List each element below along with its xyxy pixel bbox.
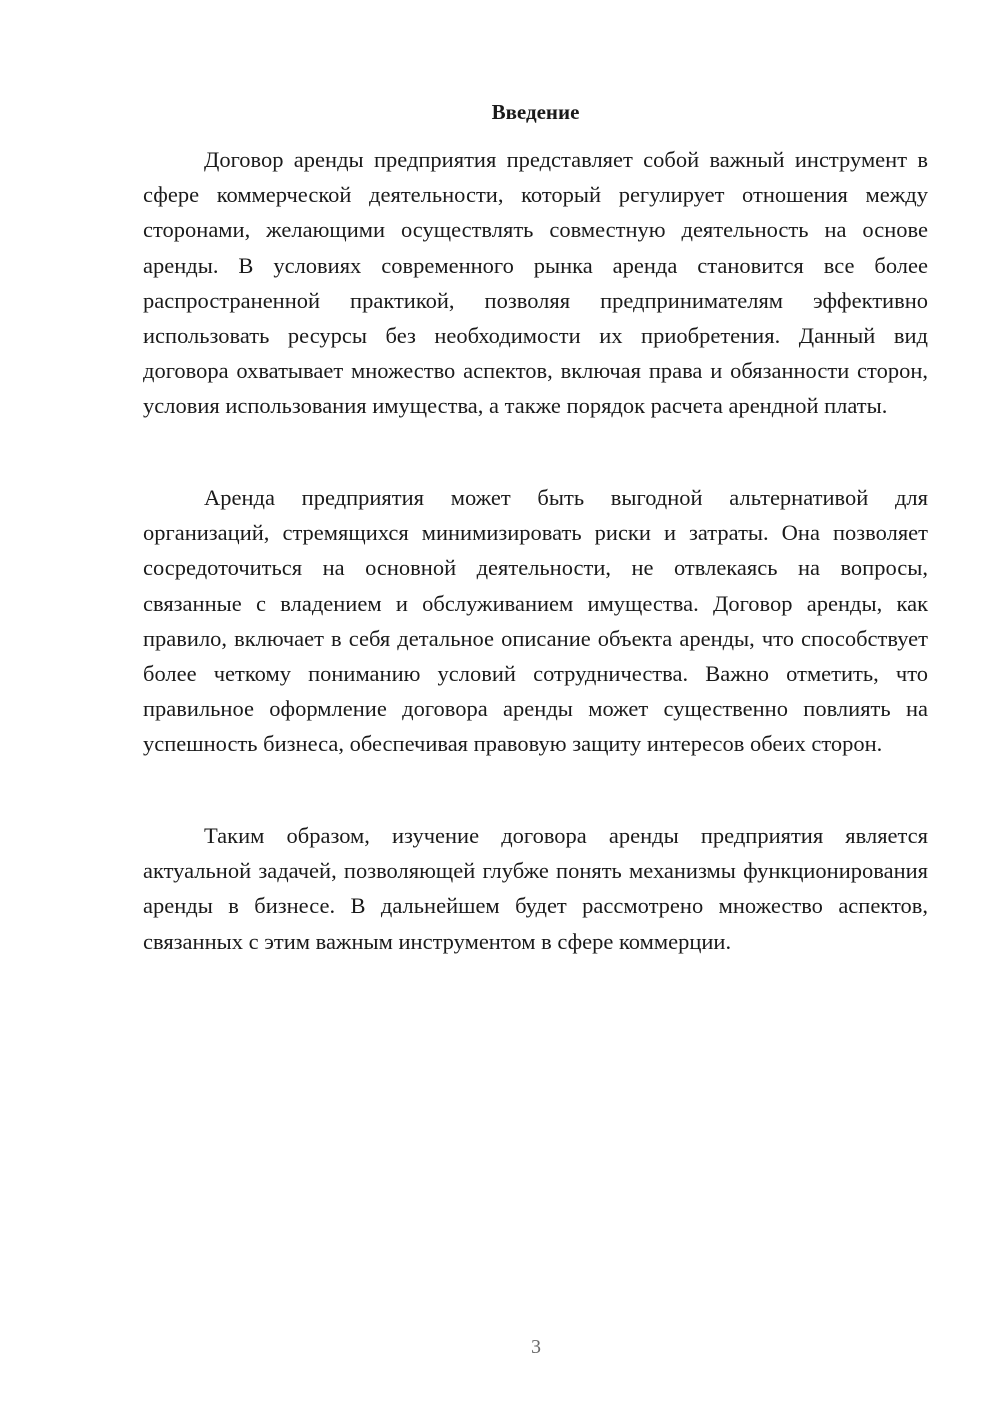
- paragraph-3: Таким образом, изучение договора аренды предприятия является актуальной задачей, позволяющей глубже понять механизмы функционирования аренды в бизнесе. В дальнейшем будет рассмотрено множество аспектов, связанных с этим важным инструментом в сфере коммерции.: [143, 823, 928, 954]
- page-number: 3: [531, 1336, 541, 1358]
- section-heading: Введение: [491, 100, 580, 124]
- paragraph-2: Аренда предприятия может быть выгодной альтернативой для организаций, стремящихся минимизировать риски и затраты. Она позволяет сосредоточиться на основной деятельности, не отвлекаясь на вопросы, связанные с владением и обслуживанием имущества. Договор аренды, как правило, включает в себя детальное описание объекта аренды, что способствует более четкому пониманию условий сотрудничества. Важно отметить, что правильное оформление договора аренды может существенно повлиять на успешность бизнеса, обеспечивая правовую защиту интересов обеих сторон.: [143, 485, 928, 757]
- paragraph-1: Договор аренды предприятия представляет собой важный инструмент в сфере коммерческой деятельности, который регулирует отношения между сторонами, желающими осуществлять совместную деятельность на основе аренды. В условиях современного рынка аренда становится все более распространенной практикой, позволяя предпринимателям эффективно использовать ресурсы без необходимости их приобретения. Данный вид договора охватывает множество аспектов, включая права и обязанности сторон, условия использования имущества, а также порядок расчета арендной платы.: [143, 147, 928, 419]
